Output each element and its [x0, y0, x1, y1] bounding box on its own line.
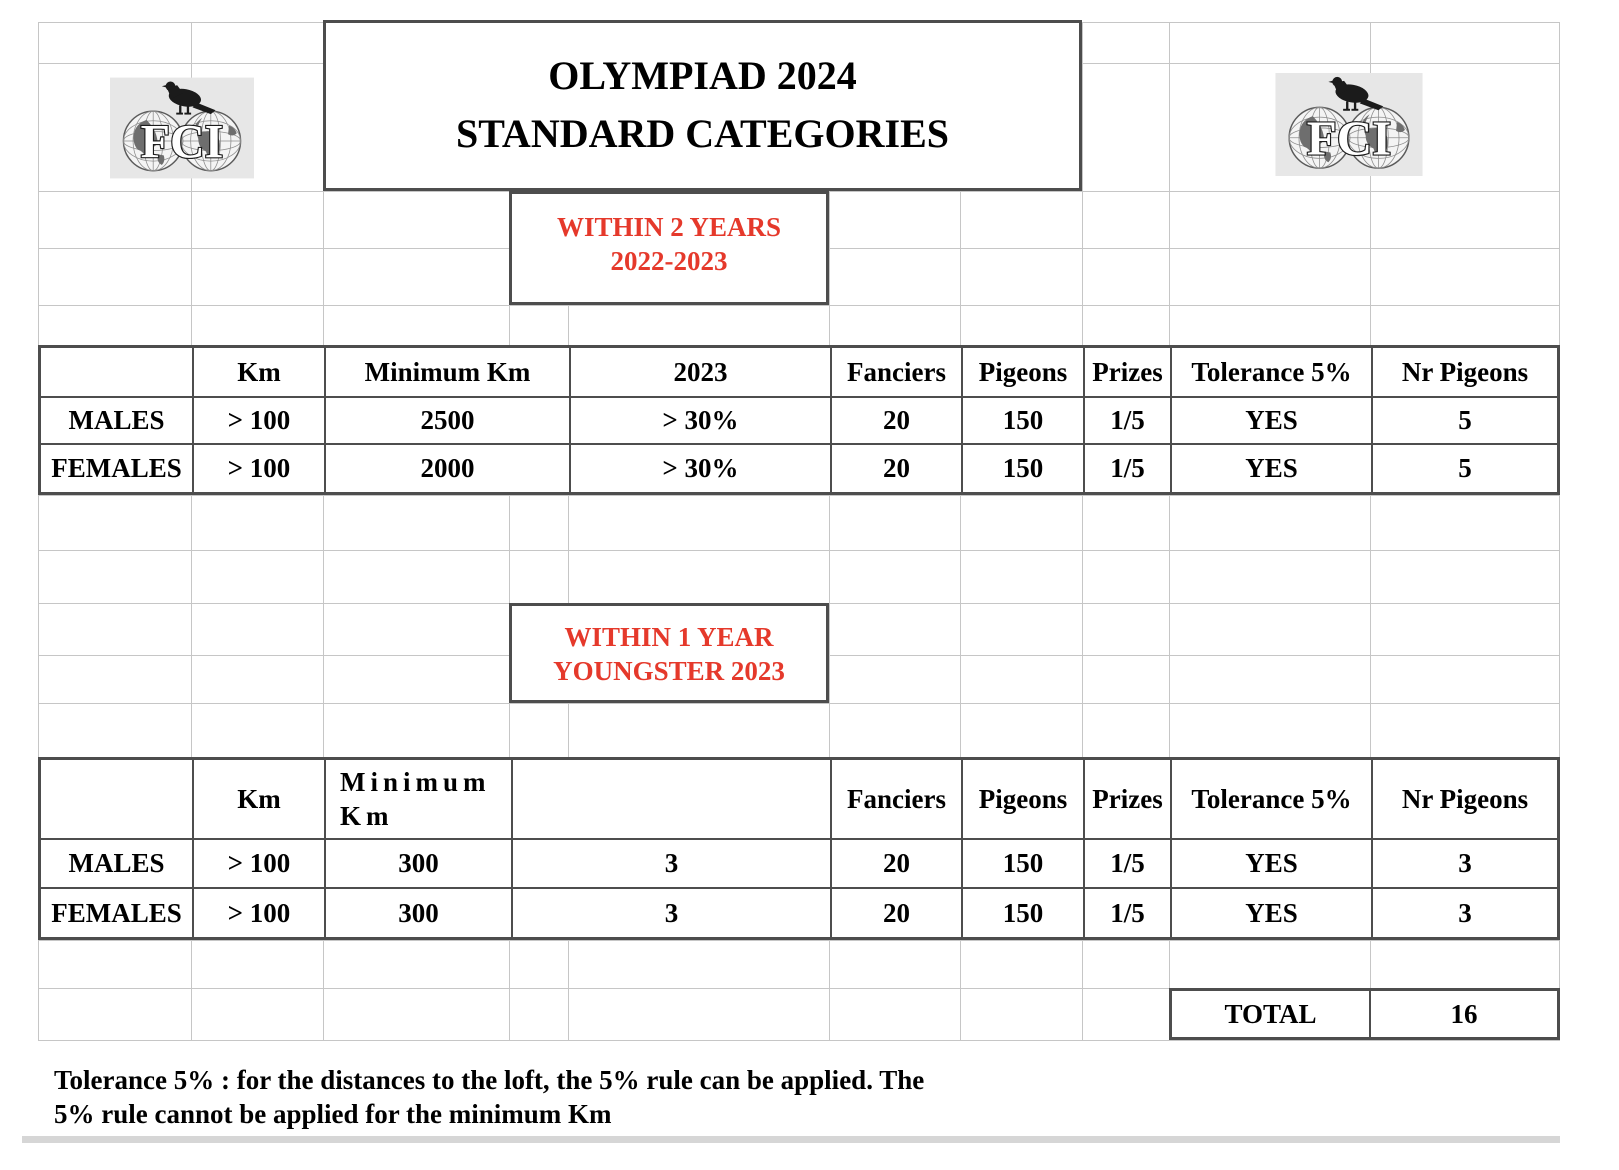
grid-line-horizontal [38, 550, 1560, 551]
table-cell: 300 [326, 840, 513, 889]
column-header: Pigeons [963, 760, 1085, 840]
table-cell: 20 [832, 889, 963, 937]
total-value: 16 [1450, 998, 1478, 1029]
tolerance-note [38, 1040, 1560, 1136]
column-header: Minimum Km [326, 760, 513, 840]
column-header: Km [194, 348, 326, 398]
table-cell: 150 [963, 398, 1085, 445]
row-label: FEMALES [41, 889, 194, 937]
page-title-line1: OLYMPIAD 2024 [548, 53, 857, 98]
table-cell: 1/5 [1085, 398, 1172, 445]
table-cell: 150 [963, 889, 1085, 937]
column-header [41, 348, 194, 398]
banner-line2: 2022-2023 [610, 246, 728, 276]
table-cell: 1/5 [1085, 840, 1172, 889]
banner-line2: YOUNGSTER 2023 [553, 656, 785, 686]
column-header: Tolerance 5% [1172, 348, 1373, 398]
table-cell: > 30% [571, 398, 832, 445]
tolerance-note-line2: 5% rule cannot be applied for the minimum Km [54, 1099, 612, 1129]
grid-line-vertical [1370, 22, 1371, 1136]
fci-logo-left [110, 75, 254, 181]
grid-line-vertical [38, 22, 39, 1136]
column-header: Minimum Km [326, 348, 571, 398]
table-cell: 20 [832, 398, 963, 445]
grid-line-horizontal [38, 495, 1560, 496]
fci-logo-right [1273, 73, 1425, 176]
column-header: 2023 [571, 348, 832, 398]
table-cell: 150 [963, 840, 1085, 889]
table-cell: 150 [963, 445, 1085, 492]
table-cell: 20 [832, 445, 963, 492]
table-within-2-years [38, 345, 1560, 495]
column-header: Km [194, 760, 326, 840]
table-cell: 20 [832, 840, 963, 889]
table-cell: > 100 [194, 398, 326, 445]
table-cell: YES [1172, 840, 1373, 889]
column-header: Tolerance 5% [1172, 760, 1373, 840]
grid-line-vertical [191, 22, 192, 1136]
row-label: MALES [41, 840, 194, 889]
table-cell: 5 [1373, 398, 1557, 445]
table-cell: > 100 [194, 840, 326, 889]
table-cell: 1/5 [1085, 445, 1172, 492]
grid-line-horizontal [38, 940, 1560, 941]
table-cell: YES [1172, 445, 1373, 492]
table-cell: > 100 [194, 445, 326, 492]
total-label: TOTAL [1172, 991, 1371, 1037]
grid-line-horizontal [38, 703, 1560, 704]
table-cell: 5 [1458, 453, 1472, 483]
table-cell: 2500 [326, 398, 571, 445]
table-cell: 2000 [326, 445, 571, 492]
tolerance-note-line1: Tolerance 5% : for the distances to the loft, the 5% rule can be applied. The [54, 1065, 925, 1095]
table-cell: 300 [326, 889, 513, 937]
grid-line-vertical [1559, 22, 1560, 1136]
table-cell: 1/5 [1085, 889, 1172, 937]
banner-line1: WITHIN 2 YEARS [556, 212, 782, 242]
table-cell: > 30% [571, 445, 832, 492]
grid-line-vertical [1169, 22, 1170, 1136]
page-bottom-edge [22, 1136, 1560, 1143]
banner-line1: WITHIN 1 YEAR [564, 622, 774, 652]
column-header: Nr Pigeons [1373, 348, 1557, 398]
column-header: Fanciers [832, 760, 963, 840]
total-box [1169, 988, 1560, 1040]
column-header: Prizes [1085, 760, 1172, 840]
table-cell: YES [1172, 398, 1373, 445]
fci-pigeon-globes-icon [110, 75, 254, 181]
table-cell: > 100 [194, 889, 326, 937]
grid-line-vertical [1082, 22, 1083, 1136]
column-header: Prizes [1085, 348, 1172, 398]
title-box [323, 20, 1082, 191]
page-title-line2: STANDARD CATEGORIES [455, 111, 950, 156]
banner-within-2-years [509, 191, 829, 305]
banner-within-1-year [509, 603, 829, 703]
column-header: Nr Pigeons [1373, 760, 1557, 840]
table-cell: YES [1172, 889, 1373, 937]
column-header: Pigeons [963, 348, 1085, 398]
row-label: FEMALES [41, 445, 194, 492]
table-within-1-year [38, 757, 1560, 940]
table-cell: 3 [1373, 840, 1557, 889]
column-header [513, 760, 832, 840]
table-cell: 3 [513, 840, 832, 889]
row-label: MALES [41, 398, 194, 445]
column-header: Fanciers [832, 348, 963, 398]
fci-pigeon-globes-icon [1273, 73, 1425, 176]
grid-line-horizontal [38, 305, 1560, 306]
table-cell: 3 [513, 889, 832, 937]
table-cell: 3 [1458, 897, 1472, 928]
column-header [41, 760, 194, 840]
